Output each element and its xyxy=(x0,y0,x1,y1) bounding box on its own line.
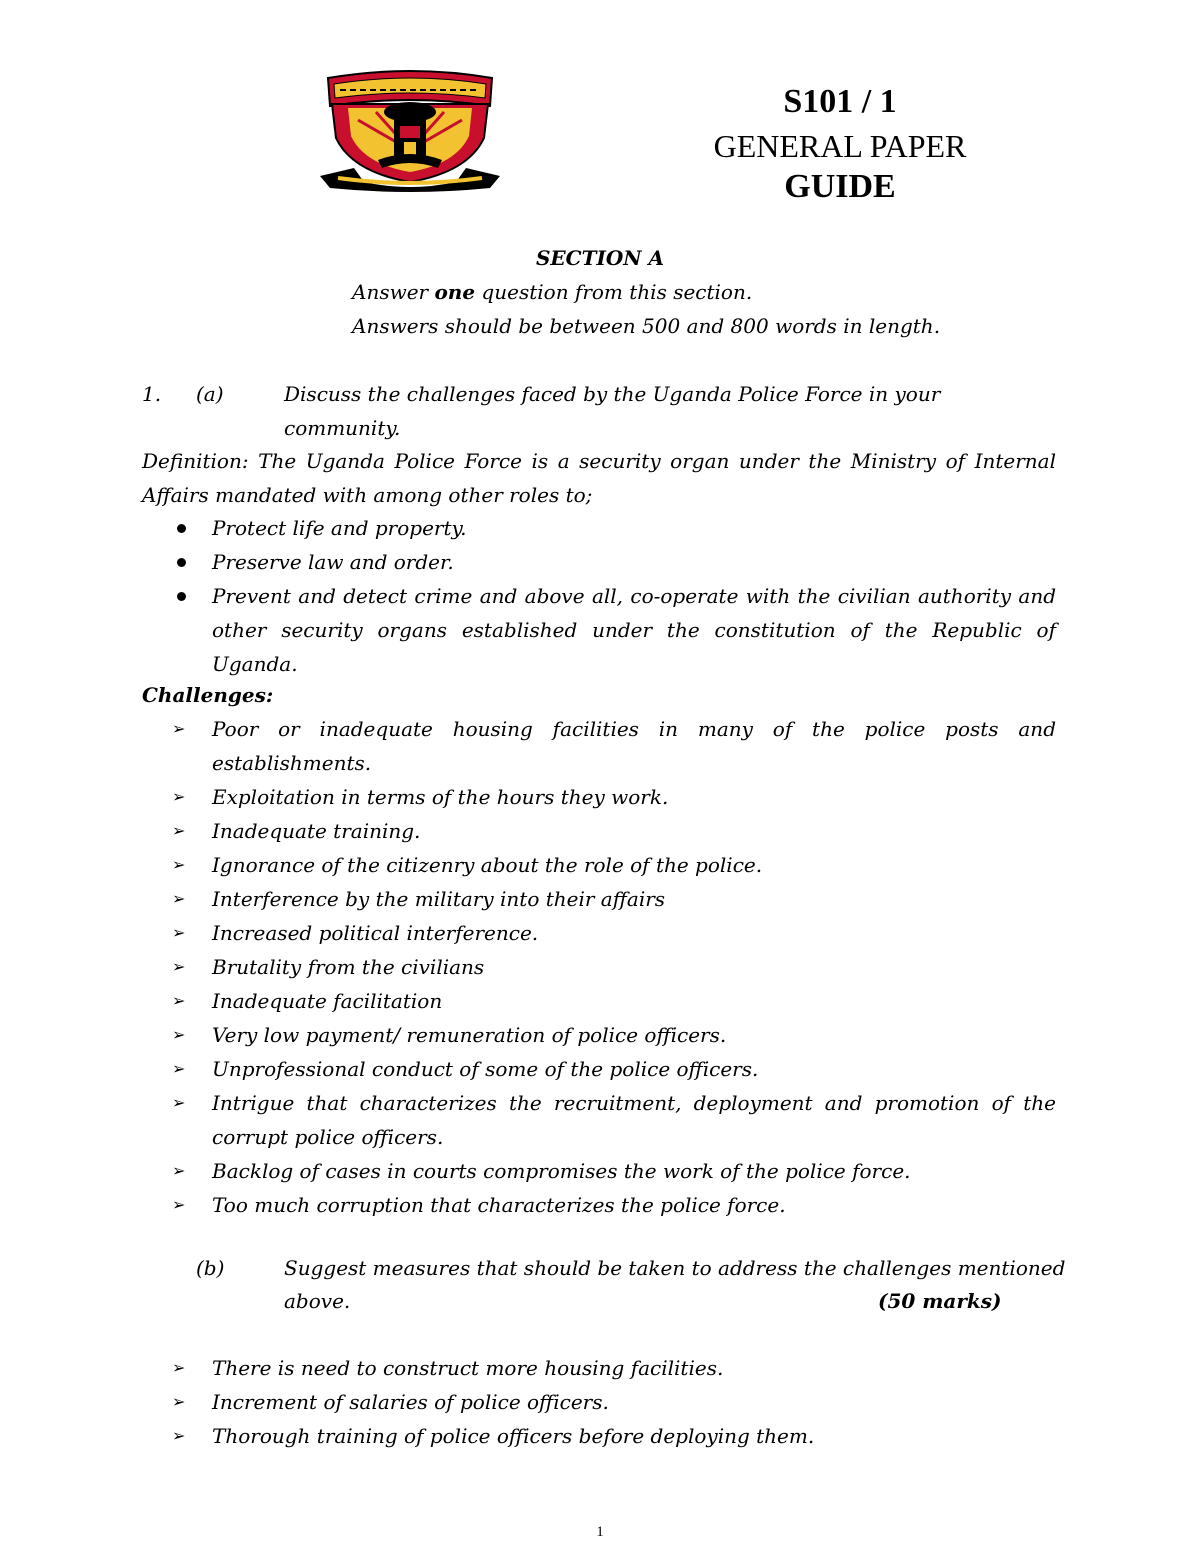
part-b-label: (b) xyxy=(196,1256,225,1280)
instruction-prefix: Answer xyxy=(352,280,435,304)
part-b-question-line1: Suggest measures that should be taken to address the challenges mentioned xyxy=(284,1256,1066,1280)
instruction-emphasis: one xyxy=(434,280,476,304)
arrow-bullet-icon: ➢ xyxy=(172,923,186,942)
list-item: ➢ Increased political interference. xyxy=(142,916,1056,950)
section-instruction xyxy=(352,275,752,309)
arrow-bullet-icon: ➢ xyxy=(172,855,186,874)
list-item: ➢ Ignorance of the citizenry about the role of the police. xyxy=(142,848,1056,882)
list-item: ➢ Thorough training of police officers before deploying them. xyxy=(142,1419,1056,1453)
question-number: 1. xyxy=(142,382,162,406)
arrow-bullet-icon: ➢ xyxy=(172,821,186,840)
list-item: Preserve law and order. xyxy=(142,545,1056,579)
list-item: ➢ Inadequate facilitation xyxy=(142,984,1056,1018)
part-a-question-line2: community. xyxy=(284,416,401,440)
arrow-bullet-icon: ➢ xyxy=(172,1025,186,1044)
paper-code: S101 / 1 xyxy=(783,83,897,120)
challenges-list xyxy=(142,712,1056,1222)
list-item: ➢ Very low payment/ remuneration of police officers. xyxy=(142,1018,1056,1052)
arrow-bullet-icon: ➢ xyxy=(172,1093,186,1112)
arrow-bullet-icon: ➢ xyxy=(172,957,186,976)
page-number: 1 xyxy=(596,1524,604,1540)
list-item: ➢ Interference by the military into their affairs xyxy=(142,882,1056,916)
list-item: ➢ Inadequate training. xyxy=(142,814,1056,848)
arrow-bullet-icon: ➢ xyxy=(172,787,186,806)
list-item: ➢ Exploitation in terms of the hours they work. xyxy=(142,780,1056,814)
paper-type: GUIDE xyxy=(784,168,896,205)
list-item: Prevent and detect crime and above all, co-operate with the civilian authority and other security organs established under the constitution of the Republic of Uganda. xyxy=(142,579,1056,681)
list-item: ➢ Poor or inadequate housing facilities in many of the police posts and establishments. xyxy=(142,712,1056,780)
challenges-heading: Challenges: xyxy=(142,683,274,707)
instruction-suffix: question from this section. xyxy=(475,280,753,304)
arrow-bullet-icon: ➢ xyxy=(172,1161,186,1180)
marks-allocation: (50 marks) xyxy=(878,1289,1002,1313)
part-a-question-line1: Discuss the challenges faced by the Uganda Police Force in your xyxy=(284,382,941,406)
arrow-bullet-icon: ➢ xyxy=(172,1426,186,1445)
arrow-bullet-icon: ➢ xyxy=(172,1392,186,1411)
list-item: ➢ Increment of salaries of police officers. xyxy=(142,1385,1056,1419)
arrow-bullet-icon: ➢ xyxy=(172,719,186,738)
part-b-question-line2: above. xyxy=(284,1289,351,1313)
section-title: SECTION A xyxy=(535,246,665,270)
part-a-label: (a) xyxy=(196,382,224,406)
list-item: ➢ Intrigue that characterizes the recruitment, deployment and promotion of the corrupt police officers. xyxy=(142,1086,1056,1154)
arrow-bullet-icon: ➢ xyxy=(172,1358,186,1377)
bullet-icon xyxy=(177,558,186,567)
arrow-bullet-icon: ➢ xyxy=(172,1195,186,1214)
roles-list xyxy=(142,511,1056,681)
arrow-bullet-icon: ➢ xyxy=(172,889,186,908)
list-item: ➢ Backlog of cases in courts compromises the work of the police force. xyxy=(142,1154,1056,1188)
measures-list xyxy=(142,1351,1056,1453)
definition: Definition: The Uganda Police Force is a security organ under the Ministry of Internal Affairs mandated with among other roles to; xyxy=(142,449,1056,507)
list-item: ➢ There is need to construct more housing facilities. xyxy=(142,1351,1056,1385)
school-crest-icon xyxy=(318,64,502,196)
paper-subject: GENERAL PAPER xyxy=(713,128,967,164)
list-item: Protect life and property. xyxy=(142,511,1056,545)
bullet-icon xyxy=(177,524,186,533)
length-note: Answers should be between 500 and 800 words in length. xyxy=(352,314,941,338)
arrow-bullet-icon: ➢ xyxy=(172,991,186,1010)
arrow-bullet-icon: ➢ xyxy=(172,1059,186,1078)
list-item: ➢ Too much corruption that characterizes the police force. xyxy=(142,1188,1056,1222)
list-item: ➢ Unprofessional conduct of some of the police officers. xyxy=(142,1052,1056,1086)
bullet-icon xyxy=(177,592,186,601)
list-item: ➢ Brutality from the civilians xyxy=(142,950,1056,984)
